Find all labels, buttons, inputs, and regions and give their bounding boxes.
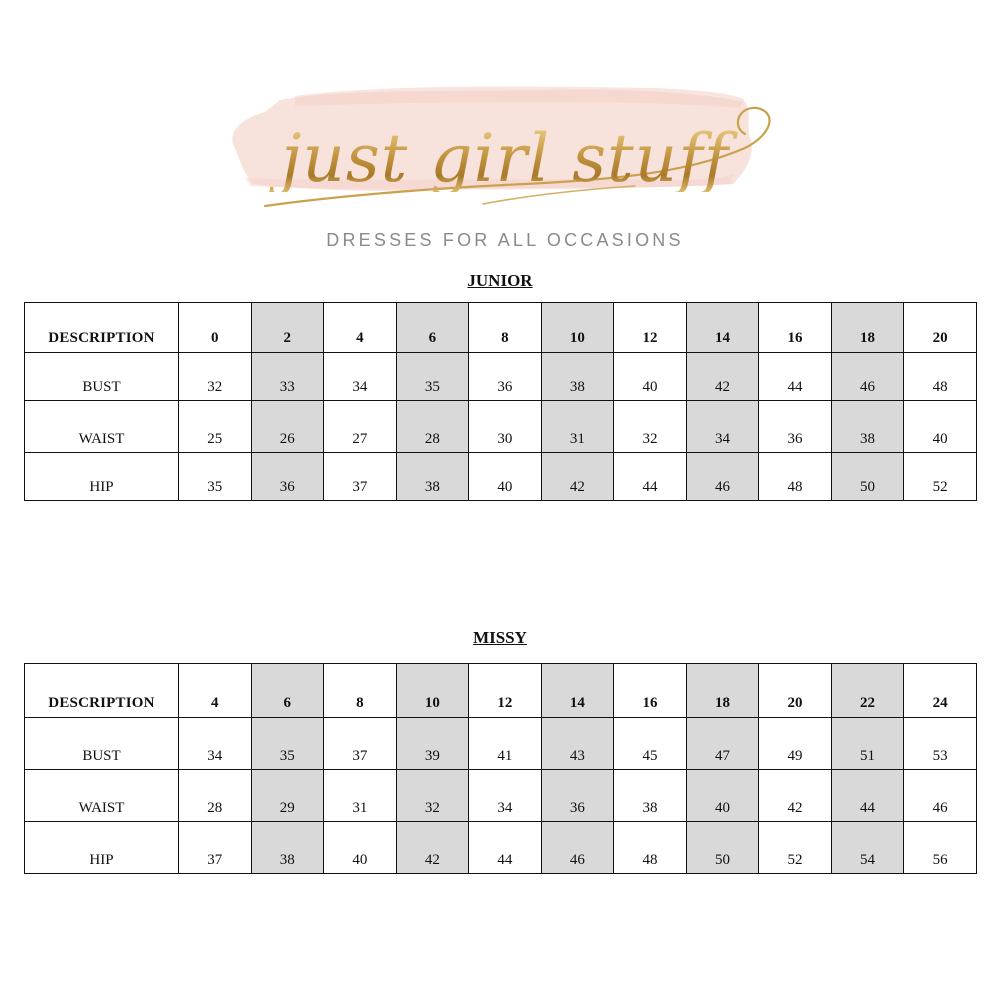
description-header: DESCRIPTION bbox=[25, 664, 179, 718]
size-header: 10 bbox=[541, 303, 614, 353]
table-cell: 52 bbox=[759, 822, 832, 874]
table-cell: 51 bbox=[831, 718, 904, 770]
table-cell: 42 bbox=[396, 822, 469, 874]
table-cell: 49 bbox=[759, 718, 832, 770]
table-cell: 36 bbox=[469, 353, 542, 401]
table-cell: 36 bbox=[251, 453, 324, 501]
table-cell: 27 bbox=[324, 401, 397, 453]
table-cell: 35 bbox=[396, 353, 469, 401]
table-cell: 43 bbox=[541, 718, 614, 770]
table-cell: 38 bbox=[541, 353, 614, 401]
table-cell: 46 bbox=[904, 770, 977, 822]
table-header-row bbox=[25, 303, 977, 353]
table-cell: 37 bbox=[324, 453, 397, 501]
table-cell: 40 bbox=[904, 401, 977, 453]
size-header: 12 bbox=[614, 303, 687, 353]
logo-script-text: just girl stuff bbox=[225, 126, 785, 192]
missy-section-title: MISSY bbox=[473, 628, 527, 647]
table-cell: 29 bbox=[251, 770, 324, 822]
table-cell: 40 bbox=[324, 822, 397, 874]
table-cell: 33 bbox=[251, 353, 324, 401]
table-row-waist bbox=[25, 401, 977, 453]
table-cell: 53 bbox=[904, 718, 977, 770]
table-cell: 32 bbox=[396, 770, 469, 822]
table-cell: 48 bbox=[759, 453, 832, 501]
size-header: 8 bbox=[324, 664, 397, 718]
row-label: BUST bbox=[25, 353, 179, 401]
table-cell: 50 bbox=[831, 453, 904, 501]
table-cell: 36 bbox=[759, 401, 832, 453]
table-cell: 46 bbox=[831, 353, 904, 401]
row-label: HIP bbox=[25, 822, 179, 874]
table-cell: 41 bbox=[469, 718, 542, 770]
junior-section-title: JUNIOR bbox=[467, 271, 533, 290]
table-cell: 34 bbox=[324, 353, 397, 401]
table-cell: 50 bbox=[686, 822, 759, 874]
table-cell: 32 bbox=[614, 401, 687, 453]
table-cell: 34 bbox=[179, 718, 252, 770]
table-cell: 35 bbox=[179, 453, 252, 501]
row-label: WAIST bbox=[25, 770, 179, 822]
junior-size-table bbox=[24, 302, 977, 501]
table-cell: 42 bbox=[759, 770, 832, 822]
table-cell: 30 bbox=[469, 401, 542, 453]
size-header: 24 bbox=[904, 664, 977, 718]
missy-size-table bbox=[24, 663, 977, 874]
table-cell: 39 bbox=[396, 718, 469, 770]
table-cell: 26 bbox=[251, 401, 324, 453]
table-cell: 28 bbox=[396, 401, 469, 453]
table-row-hip bbox=[25, 822, 977, 874]
table-cell: 54 bbox=[831, 822, 904, 874]
size-header: 12 bbox=[469, 664, 542, 718]
table-row-hip bbox=[25, 453, 977, 501]
row-label: HIP bbox=[25, 453, 179, 501]
table-cell: 34 bbox=[686, 401, 759, 453]
table-cell: 48 bbox=[614, 822, 687, 874]
table-cell: 38 bbox=[614, 770, 687, 822]
table-cell: 37 bbox=[324, 718, 397, 770]
size-header: 16 bbox=[759, 303, 832, 353]
table-cell: 44 bbox=[759, 353, 832, 401]
table-cell: 38 bbox=[396, 453, 469, 501]
logo-tagline: DRESSES FOR ALL OCCASIONS bbox=[326, 230, 684, 250]
table-cell: 25 bbox=[179, 401, 252, 453]
size-header: 0 bbox=[179, 303, 252, 353]
size-header: 6 bbox=[251, 664, 324, 718]
table-header-row bbox=[25, 664, 977, 718]
table-cell: 44 bbox=[831, 770, 904, 822]
size-header: 20 bbox=[904, 303, 977, 353]
table-cell: 38 bbox=[251, 822, 324, 874]
table-cell: 40 bbox=[686, 770, 759, 822]
table-cell: 28 bbox=[179, 770, 252, 822]
table-cell: 45 bbox=[614, 718, 687, 770]
table-cell: 42 bbox=[686, 353, 759, 401]
table-cell: 40 bbox=[469, 453, 542, 501]
size-header: 18 bbox=[831, 303, 904, 353]
table-cell: 35 bbox=[251, 718, 324, 770]
table-cell: 47 bbox=[686, 718, 759, 770]
size-header: 4 bbox=[324, 303, 397, 353]
size-header: 8 bbox=[469, 303, 542, 353]
size-header: 2 bbox=[251, 303, 324, 353]
table-cell: 52 bbox=[904, 453, 977, 501]
table-cell: 32 bbox=[179, 353, 252, 401]
table-cell: 56 bbox=[904, 822, 977, 874]
size-header: 20 bbox=[759, 664, 832, 718]
table-cell: 46 bbox=[541, 822, 614, 874]
size-header: 14 bbox=[686, 303, 759, 353]
size-header: 22 bbox=[831, 664, 904, 718]
table-cell: 44 bbox=[469, 822, 542, 874]
size-header: 14 bbox=[541, 664, 614, 718]
size-header: 6 bbox=[396, 303, 469, 353]
size-header: 18 bbox=[686, 664, 759, 718]
table-cell: 46 bbox=[686, 453, 759, 501]
brand-logo bbox=[225, 78, 785, 253]
description-header: DESCRIPTION bbox=[25, 303, 179, 353]
table-cell: 44 bbox=[614, 453, 687, 501]
table-row-bust bbox=[25, 718, 977, 770]
table-cell: 31 bbox=[541, 401, 614, 453]
table-cell: 38 bbox=[831, 401, 904, 453]
table-row-bust bbox=[25, 353, 977, 401]
table-cell: 36 bbox=[541, 770, 614, 822]
table-cell: 34 bbox=[469, 770, 542, 822]
row-label: WAIST bbox=[25, 401, 179, 453]
size-header: 4 bbox=[179, 664, 252, 718]
table-cell: 42 bbox=[541, 453, 614, 501]
size-header: 10 bbox=[396, 664, 469, 718]
table-cell: 48 bbox=[904, 353, 977, 401]
table-cell: 40 bbox=[614, 353, 687, 401]
table-row-waist bbox=[25, 770, 977, 822]
size-header: 16 bbox=[614, 664, 687, 718]
row-label: BUST bbox=[25, 718, 179, 770]
table-cell: 37 bbox=[179, 822, 252, 874]
table-cell: 31 bbox=[324, 770, 397, 822]
